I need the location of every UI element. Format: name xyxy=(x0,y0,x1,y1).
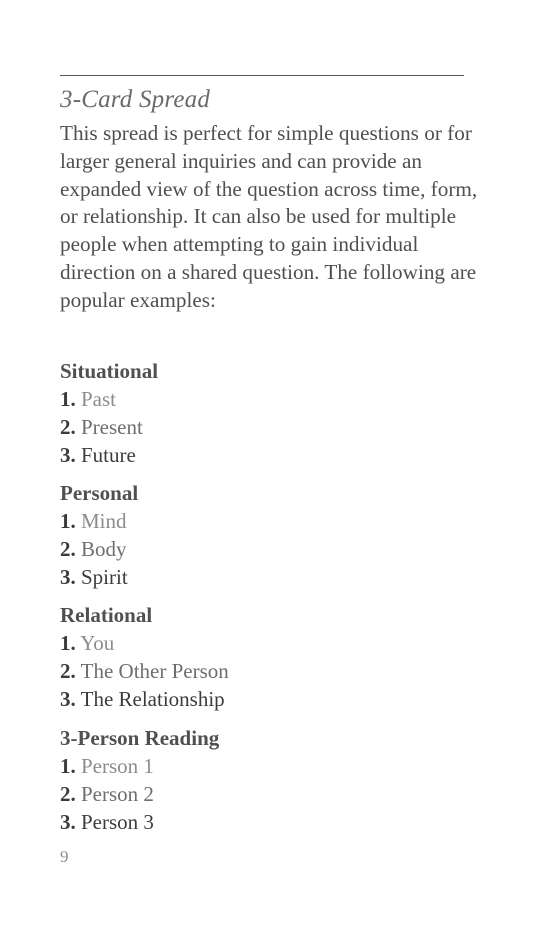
item-number: 1. xyxy=(60,754,76,778)
item-number: 2. xyxy=(60,537,76,561)
section-heading: Situational xyxy=(60,359,159,383)
section-heading: 3-Person Reading xyxy=(60,726,220,750)
section-heading: Relational xyxy=(60,603,153,627)
item-number: 2. xyxy=(60,659,76,683)
item-label: Spirit xyxy=(81,565,128,589)
list-item xyxy=(60,808,480,836)
list-item xyxy=(60,657,480,685)
item-label: Mind xyxy=(81,509,127,533)
section-heading: Personal xyxy=(60,481,139,505)
section-3-person-reading xyxy=(60,724,480,836)
item-number: 3. xyxy=(60,687,76,711)
item-number: 2. xyxy=(60,782,76,806)
item-label: Body xyxy=(81,537,127,561)
intro-paragraph: This spread is perfect for simple questions or for larger general inquiries and can provide an expanded view of the question across time, form, or relationship. It can also be used for multiple people when attempting to gain individual direction on a shared question. The following are popular examples: xyxy=(60,121,478,312)
item-number: 2. xyxy=(60,415,76,439)
position-list xyxy=(60,507,480,591)
item-number: 1. xyxy=(60,387,76,411)
position-list xyxy=(60,752,480,836)
list-item xyxy=(60,780,480,808)
list-item xyxy=(60,563,480,591)
page-title: 3-Card Spread xyxy=(60,86,211,113)
item-label: You xyxy=(80,631,115,655)
item-number: 3. xyxy=(60,443,76,467)
list-item xyxy=(60,629,480,657)
position-list xyxy=(60,629,480,713)
item-label: Person 1 xyxy=(81,754,154,778)
item-number: 1. xyxy=(60,631,76,655)
list-item xyxy=(60,441,480,469)
item-number: 1. xyxy=(60,509,76,533)
item-label: Person 3 xyxy=(81,810,154,834)
item-label: The Relationship xyxy=(80,687,225,711)
list-item xyxy=(60,685,480,713)
item-label: Person 2 xyxy=(81,782,154,806)
item-label: Future xyxy=(81,443,136,467)
item-label: Past xyxy=(81,387,117,411)
position-list xyxy=(60,385,480,469)
list-item xyxy=(60,507,480,535)
top-divider xyxy=(60,75,464,76)
section-situational xyxy=(60,357,480,469)
list-item xyxy=(60,413,480,441)
section-relational xyxy=(60,601,480,713)
item-label: Present xyxy=(81,415,143,439)
list-item xyxy=(60,385,480,413)
section-personal xyxy=(60,479,480,591)
item-number: 3. xyxy=(60,810,76,834)
page-number: 9 xyxy=(60,847,69,866)
list-item xyxy=(60,535,480,563)
item-label: The Other Person xyxy=(80,659,229,683)
list-item xyxy=(60,752,480,780)
item-number: 3. xyxy=(60,565,76,589)
